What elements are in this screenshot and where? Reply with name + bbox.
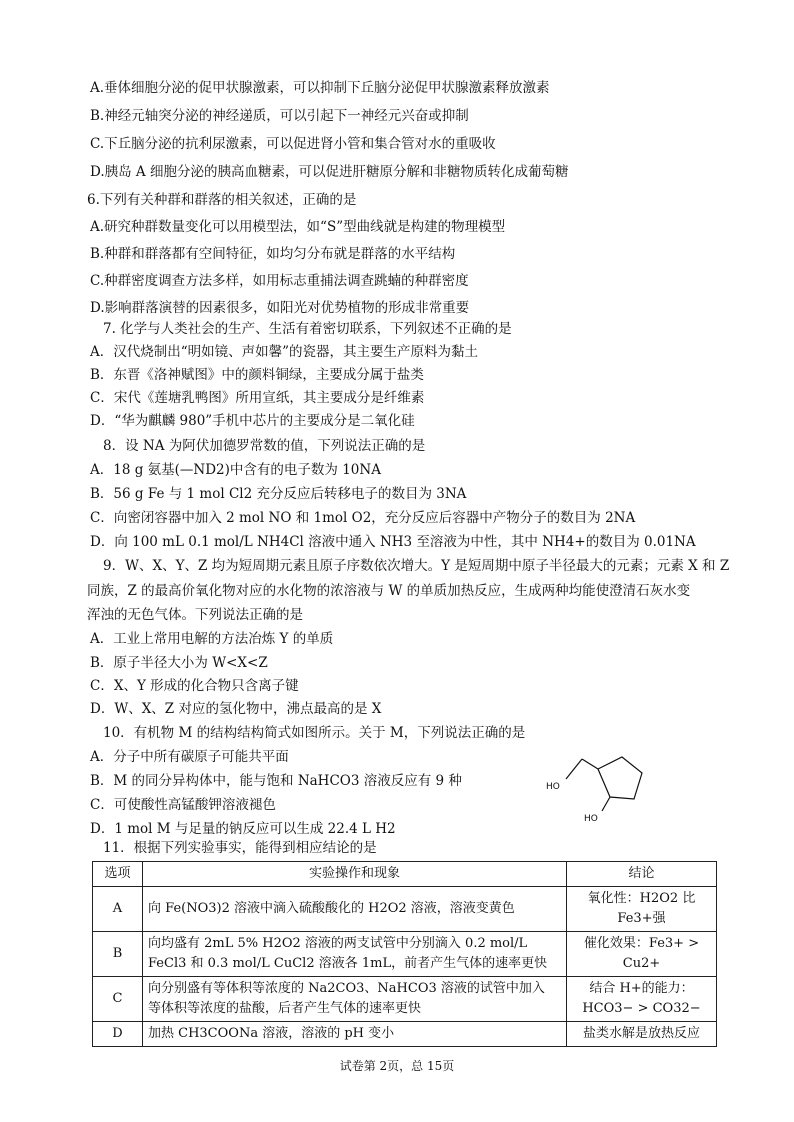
q8-stem: 8．设 NA 为阿伏加德罗常数的值，下列说法正确的是: [103, 438, 426, 454]
row-conclusion-line: 结合 H+的能力：: [589, 981, 694, 996]
table-header-row: [93, 862, 717, 887]
q7-option-d: D．“华为麒麟 980”手机中芯片的主要成分是二氧化硅: [90, 413, 415, 429]
q10-stem: 10．有机物 M 的结构结构简式如图所示。关于 M，下列说法正确的是: [103, 725, 526, 741]
row-operation-line: 向分别盛有等体积等浓度的 Na2CO3、NaHCO3 溶液的试管中加入: [148, 981, 545, 996]
header-option: 选项: [93, 862, 143, 887]
row-operation-line: 向均盛有 2mL 5% H2O2 溶液的两支试管中分别滴入 0.2 mol/L: [148, 936, 528, 951]
page-footer: 试卷第 2页，总 15页: [339, 1059, 455, 1073]
q10-option-d: D．1 mol M 与足量的钠反应可以生成 22.4 L H2: [90, 821, 396, 837]
q6-option-b: B.种群和群落都有空间特征，如均匀分布就是群落的水平结构: [90, 246, 456, 262]
row-operation-line: 向 Fe(NO3)2 溶液中滴入硫酸酸化的 H2O2 溶液，溶液变黄色: [148, 901, 515, 916]
header-conclusion: 结论: [567, 862, 717, 887]
row-operation: [143, 977, 567, 1022]
oh-bond-top: [566, 759, 582, 779]
hydroxyl-label-top: HO: [546, 782, 560, 792]
cyclopentane-structure: [538, 745, 648, 825]
q10-option-a: A．分子中所有碳原子可能共平面: [90, 749, 289, 765]
row-conclusion: [567, 932, 717, 977]
q10-option-b: B．M 的同分异构体中，能与饱和 NaHCO3 溶液反应有 9 种: [90, 773, 462, 789]
q9-stem-1: 9．W、X、Y、Z 均为短周期元素且原子序数依次增大。Y 是短周期中原子半径最大的元素；元素 X 和 Z: [103, 558, 730, 574]
header-operation: 实验操作和现象: [143, 862, 567, 887]
row-conclusion: [567, 887, 717, 932]
q9-option-d: D．W、X、Z 对应的氢化物中，沸点最高的是 X: [90, 701, 382, 717]
q5-option-b: B.神经元轴突分泌的神经递质，可以引起下一神经元兴奋或抑制: [90, 108, 469, 124]
q7-option-a: A．汉代烧制出“明如镜、声如馨”的瓷器，其主要生产原料为黏土: [90, 344, 479, 360]
row-conclusion: [567, 1022, 717, 1047]
q6-stem: 6.下列有关种群和群落的相关叙述，正确的是: [87, 192, 357, 208]
q8-option-a: A．18 g 氨基(—ND2)中含有的电子数为 10NA: [90, 462, 381, 478]
q6-option-a: A.研究种群数量变化可以用模型法，如“S”型曲线就是构建的物理模型: [90, 219, 506, 235]
table-row: [93, 932, 717, 977]
row-operation: [143, 1022, 567, 1047]
table-row: [93, 887, 717, 932]
q7-stem: 7. 化学与人类社会的生产、生活有着密切联系，下列叙述不正确的是: [103, 321, 512, 337]
row-option: D: [93, 1022, 143, 1047]
row-operation-line: FeCl3 和 0.3 mol/L CuCl2 溶液各 1mL，前者产生气体的速率更快: [148, 956, 548, 971]
q9-stem-3: 浑浊的无色气体。下列说法正确的是: [87, 607, 303, 623]
row-option: C: [93, 977, 143, 1022]
q9-option-b: B．原子半径大小为 W<X<Z: [90, 655, 268, 671]
oh-bond-bottom: [602, 797, 610, 811]
q8-option-c: C．向密闭容器中加入 2 mol NO 和 1mol O2，充分反应后容器中产物分子的数目为 2NA: [90, 510, 636, 526]
q8-option-b: B．56 g Fe 与 1 mol Cl2 充分反应后转移电子的数目为 3NA: [90, 486, 467, 502]
hydroxyl-label-bottom: HO: [584, 814, 598, 824]
row-operation: [143, 887, 567, 932]
experiment-table: [92, 861, 717, 1047]
row-operation-line: 加热 CH3COONa 溶液，溶液的 pH 变小: [148, 1026, 395, 1041]
q6-option-d: D.影响群落演替的因素很多，如阳光对优势植物的形成非常重要: [90, 300, 470, 316]
row-operation-line: 等体积等浓度的盐酸，后者产生气体的速率更快: [148, 1001, 422, 1016]
row-conclusion: [567, 977, 717, 1022]
q10-option-c: C．可使酸性高锰酸钾溶液褪色: [90, 797, 276, 813]
ch2-bond: [582, 759, 598, 769]
q5-option-c: C.下丘脑分泌的抗利尿激素，可以促进肾小管和集合管对水的重吸收: [90, 136, 496, 152]
row-conclusion-line: 盐类水解是放热反应: [582, 1026, 700, 1041]
q7-option-c: C．宋代《莲塘乳鸭图》所用宣纸，其主要成分是纤维素: [90, 390, 425, 406]
row-option: A: [93, 887, 143, 932]
q5-option-a: A.垂体细胞分泌的促甲状腺激素，可以抑制下丘脑分泌促甲状腺激素释放激素: [90, 80, 550, 96]
table-row: [93, 1022, 717, 1047]
row-conclusion-line: HCO3− > CO32−: [582, 1001, 701, 1016]
q8-option-d: D．向 100 mL 0.1 mol/L NH4Cl 溶液中通入 NH3 至溶液为中性，其中 NH4+的数目为 0.01NA: [90, 534, 696, 550]
q5-option-d: D.胰岛 A 细胞分泌的胰高血糖素，可以促进肝糖原分解和非糖物质转化成葡萄糖: [90, 164, 569, 180]
q9-option-a: A．工业上常用电解的方法冶炼 Y 的单质: [90, 631, 334, 647]
q6-option-c: C.种群密度调查方法多样，如用标志重捕法调查跳蝻的种群密度: [90, 273, 469, 289]
row-conclusion-line: 氧化性：H2O2 比 Fe3+强: [587, 891, 696, 926]
q7-option-b: B．东晋《洛神赋图》中的颜料铜绿，主要成分属于盐类: [90, 367, 424, 383]
table-row: [93, 977, 717, 1022]
cyclopentane-ring: [598, 757, 642, 799]
q11-stem: 11．根据下列实验事实，能得到相应结论的是: [103, 840, 377, 856]
q9-stem-2: 同族，Z 的最高价氧化物对应的水化物的浓溶液与 W 的单质加热反应，生成两种均能使澄清石灰水变: [87, 583, 691, 599]
q9-option-c: C．X、Y 形成的化合物只含离子键: [90, 678, 299, 694]
row-conclusion-line: 催化效果：Fe3+ > Cu2+: [583, 936, 700, 971]
row-option: B: [93, 932, 143, 977]
row-operation: [143, 932, 567, 977]
